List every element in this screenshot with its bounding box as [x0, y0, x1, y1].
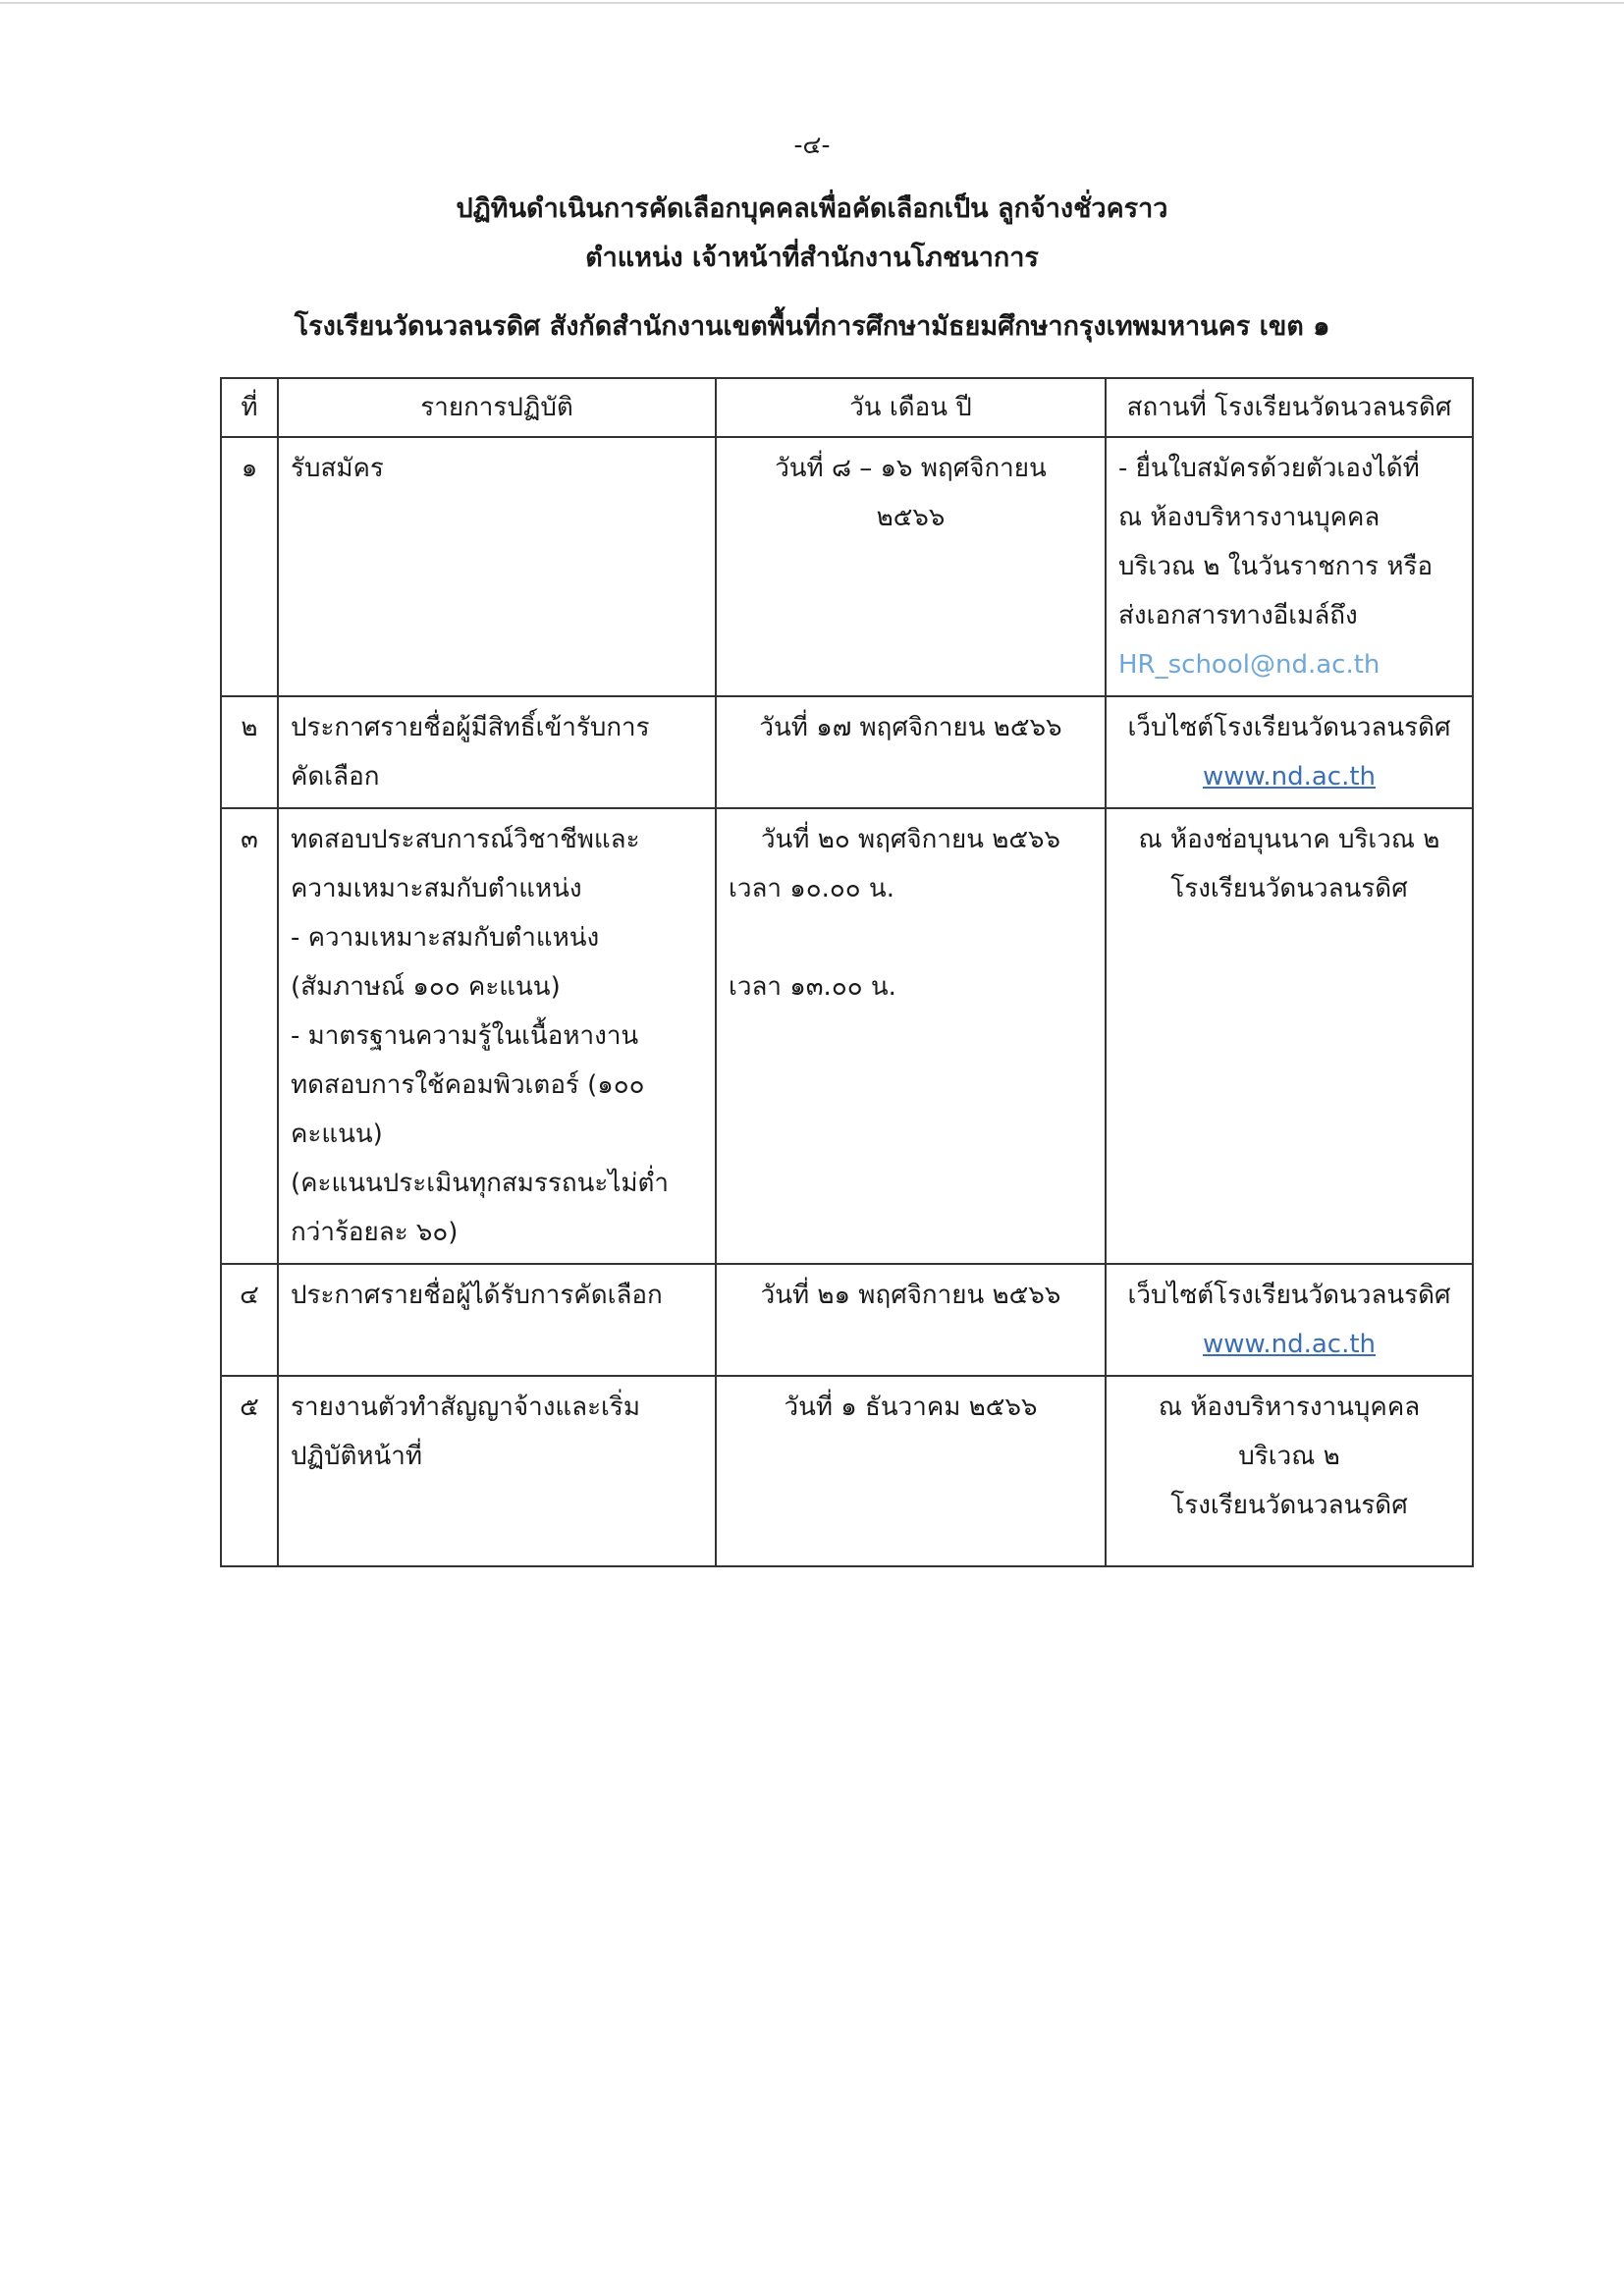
table-row	[221, 437, 1473, 696]
top-border-line	[0, 2, 1624, 4]
row-date	[716, 696, 1106, 808]
row-task	[278, 1264, 716, 1376]
task-line: ทดสอบการใช้คอมพิวเตอร์ (๑๐๐	[291, 1070, 645, 1100]
row-place	[1106, 696, 1473, 808]
place-line: เว็บไซต์โรงเรียนวัดนวลนรดิศ	[1127, 713, 1451, 742]
row-number: ๓	[221, 808, 278, 1264]
row-date	[716, 437, 1106, 696]
task-line: คะแนน)	[291, 1120, 383, 1149]
title-line-3: โรงเรียนวัดนวลนรดิศ สังกัดสำนักงานเขตพื้นที่การศึกษามัธยมศึกษากรุงเทพมหานคร เขต ๑	[294, 311, 1330, 342]
task-line: รายงานตัวทำสัญญาจ้างและเริ่ม	[291, 1393, 641, 1422]
time-line: เวลา ๑๓.๐๐ น.	[729, 972, 896, 1002]
title-line-2: ตำแหน่ง เจ้าหน้าที่สำนักงานโภชนาการ	[585, 243, 1039, 273]
place-line: ณ ห้องบริหารงานบุคคล	[1158, 1393, 1421, 1422]
task-line: ความเหมาะสมกับตำแหน่ง	[291, 874, 582, 903]
row-date	[716, 1264, 1106, 1376]
row-place	[1106, 437, 1473, 696]
table-header-row	[221, 378, 1473, 437]
row-number: ๑	[221, 437, 278, 696]
row-task	[278, 696, 716, 808]
row-task	[278, 1376, 716, 1566]
task-line: ปฏิบัติหน้าที่	[291, 1442, 422, 1471]
header-date: วัน เดือน ปี	[716, 378, 1106, 437]
date-line: ๒๕๖๖	[876, 503, 946, 532]
row-task	[278, 808, 716, 1264]
task-line: ประกาศรายชื่อผู้มีสิทธิ์เข้ารับการ	[291, 713, 650, 742]
date-line: วันที่ ๒๐ พฤศจิกายน ๒๕๖๖	[760, 825, 1061, 854]
date-line: วันที่ ๑ ธันวาคม ๒๕๖๖	[784, 1393, 1038, 1422]
task-line: คัดเลือก	[291, 762, 380, 792]
spacer-line	[729, 913, 1093, 962]
task-line: - มาตรฐานความรู้ในเนื้อหางาน	[291, 1021, 639, 1051]
place-line: ณ ห้องบริหารงานบุคคล	[1118, 503, 1380, 532]
table-row	[221, 696, 1473, 808]
header-no: ที่	[221, 378, 278, 437]
task-line: กว่าร้อยละ ๖๐)	[291, 1218, 459, 1247]
row-task	[278, 437, 716, 696]
date-line: วันที่ ๒๑ พฤศจิกายน ๒๕๖๖	[760, 1281, 1061, 1310]
task-line: รับสมัคร	[291, 454, 384, 483]
header-task: รายการปฏิบัติ	[278, 378, 716, 437]
website-link[interactable]: www.nd.ac.th	[1202, 762, 1377, 792]
row-number: ๔	[221, 1264, 278, 1376]
place-line: บริเวณ ๒ ในวันราชการ หรือ	[1118, 552, 1434, 581]
place-line: โรงเรียนวัดนวลนรดิศ	[1170, 1491, 1408, 1520]
header-place: สถานที่ โรงเรียนวัดนวลนรดิศ	[1106, 378, 1473, 437]
page-number: -๔-	[793, 131, 831, 159]
task-line: (คะแนนประเมินทุกสมรรถนะไม่ต่ำ	[291, 1169, 670, 1198]
place-line: บริเวณ ๒	[1238, 1442, 1340, 1471]
row-date	[716, 808, 1106, 1264]
title-line-1: ปฏิทินดำเนินการคัดเลือกบุคคลเพื่อคัดเลือกเป็น ลูกจ้างชั่วคราว	[456, 193, 1168, 224]
task-line: ประกาศรายชื่อผู้ได้รับการคัดเลือก	[291, 1281, 663, 1310]
task-line: (สัมภาษณ์ ๑๐๐ คะแนน)	[291, 972, 561, 1002]
place-line: ณ ห้องช่อบุนนาค บริเวณ ๒	[1138, 825, 1440, 854]
table-row	[221, 1376, 1473, 1566]
place-line: - ยื่นใบสมัครด้วยตัวเองได้ที่	[1118, 454, 1420, 483]
time-line: เวลา ๑๐.๐๐ น.	[729, 874, 894, 903]
place-line: ส่งเอกสารทางอีเมล์ถึง	[1118, 601, 1358, 630]
task-line: ทดสอบประสบการณ์วิชาชีพและ	[291, 825, 640, 854]
website-link[interactable]: www.nd.ac.th	[1202, 1330, 1377, 1359]
row-date	[716, 1376, 1106, 1566]
row-place	[1106, 1376, 1473, 1566]
row-place	[1106, 1264, 1473, 1376]
row-number: ๕	[221, 1376, 278, 1566]
schedule-table	[220, 377, 1474, 1567]
task-line: - ความเหมาะสมกับตำแหน่ง	[291, 923, 600, 953]
table-row	[221, 1264, 1473, 1376]
place-line: เว็บไซต์โรงเรียนวัดนวลนรดิศ	[1127, 1281, 1451, 1310]
date-line: วันที่ ๑๗ พฤศจิกายน ๒๕๖๖	[759, 713, 1062, 742]
row-place	[1106, 808, 1473, 1264]
table-row	[221, 808, 1473, 1264]
row-number: ๒	[221, 696, 278, 808]
date-line: วันที่ ๘ – ๑๖ พฤศจิกายน	[775, 454, 1047, 483]
email-link[interactable]: HR_school@nd.ac.th	[1118, 650, 1380, 680]
place-line: โรงเรียนวัดนวลนรดิศ	[1170, 874, 1408, 903]
